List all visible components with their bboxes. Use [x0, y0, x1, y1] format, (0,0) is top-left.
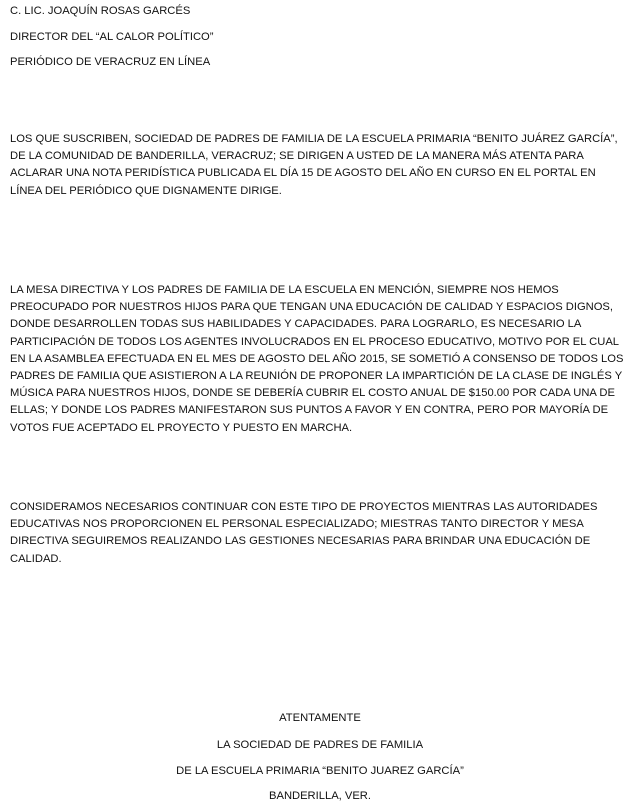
signature-line-2: DE LA ESCUELA PRIMARIA “BENITO JUAREZ GARCÍA” [176, 765, 464, 777]
body-paragraph-3: CONSIDERAMOS NECESARIOS CONTINUAR CON ESTE TIPO DE PROYECTOS MIENTRAS LAS AUTORIDADES EDUCATIVAS NOS PROPORCIONEN EL PERSONAL ESPECIALIZADO; MIESTRAS TANTO DIRECTOR Y MESA DIRECTIVA SEGUIREMOS REALIZANDO LAS GESTIONES NECESARIAS PARA BRINDAR UNA EDUCACIÓN DE CALIDAD. [10, 501, 598, 565]
recipient-name: C. LIC. JOAQUÍN ROSAS GARCÉS [10, 5, 191, 17]
body-paragraph-1: LOS QUE SUSCRIBEN, SOCIEDAD DE PADRES DE FAMILIA DE LA ESCUELA PRIMARIA “BENITO JUÁREZ GARCÍA”, DE LA COMUNIDAD DE BANDERILLA, VERACRUZ; SE DIRIGEN A USTED DE LA MANERA MÁS ATENTA PARA ACLARAR UNA NOTA PERIDÍSTICA PUBLICADA EL DÍA 15 DE AGOSTO DEL AÑO EN CURSO EN EL PORTAL EN LÍNEA DEL PERIÓDICO QUE DIGNAMENTE DIRIGE. [10, 133, 618, 197]
signature-line-1: LA SOCIEDAD DE PADRES DE FAMILIA [216, 739, 424, 751]
publication-name: PERIÓDICO DE VERACRUZ EN LÍNEA [10, 56, 211, 68]
signature-closing: ATENTAMENTE [279, 712, 361, 724]
recipient-position: DIRECTOR DEL “AL CALOR POLÍTICO” [10, 31, 214, 43]
signature-place: BANDERILLA, VER. [269, 790, 371, 802]
body-paragraph-2: LA MESA DIRECTIVA Y LOS PADRES DE FAMILIA DE LA ESCUELA EN MENCIÓN, SIEMPRE NOS HEMOS PREOCUPADO POR NUESTROS HIJOS PARA QUE TENGAN UNA EDUCACIÓN DE CALIDAD Y ESPACIOS DIGNOS, DONDE DESARROLLEN TODAS SUS HABILIDADES Y CAPACIDADES. PARA LOGRARLO, ES NECESARIO LA PARTICIPACIÓN DE TODOS LOS AGENTES INVOLUCRADOS EN EL PROCESO EDUCATIVO, MOTIVO POR EL CUAL EN LA ASAMBLEA EFECTUADA EN EL MES DE AGOSTO DEL AÑO 2015, SE SOMETIÓ A CONSENSO DE TODOS LOS PADRES DE FAMILIA QUE ASISTIERON A LA REUNIÓN DE PROPONER LA IMPARTICIÓN DE LA CLASE DE INGLÉS Y MÚSICA PARA NUESTROS HIJOS, DONDE SE DEBERÍA CUBRIR EL COSTO ANUAL DE $150.00 POR CADA UNA DE ELLAS; Y DONDE LOS PADRES MANIFESTARON SUS PUNTOS A FAVOR Y EN CONTRA, PERO POR MAYORÍA DE VOTOS FUE ACEPTADO EL PROYECTO Y PUESTO EN MARCHA. [10, 284, 624, 434]
